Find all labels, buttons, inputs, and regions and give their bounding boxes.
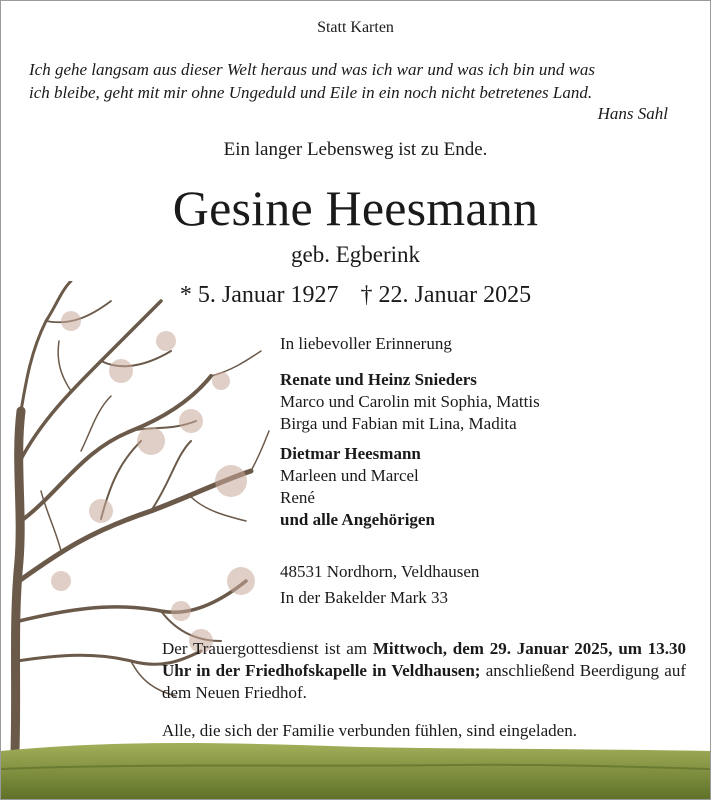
family-head: Dietmar Heesmann [280, 444, 421, 463]
service-intro: Der Trauergottesdienst ist am [162, 639, 373, 658]
family-list [280, 333, 680, 609]
service-when-where: Mittwoch, dem 29. Januar 2025, um 13.30 Uhr in der Friedhofskapelle in Veldhausen; [162, 639, 686, 680]
deceased-name: Gesine Heesmann [172, 180, 539, 236]
poem-author: Hans Sahl [597, 104, 668, 123]
family-member: Marleen und Marcel [280, 466, 419, 485]
address-line: In der Bakelder Mark 33 [280, 588, 449, 607]
service-after: anschließend Beerdigung auf dem Neuen Friedhof. [162, 661, 687, 702]
service-info [162, 638, 686, 704]
family-member: Marco und Carolin mit Sophia, Mattis [280, 392, 540, 411]
poem [29, 58, 689, 104]
intro-text: Ein langer Lebensweg ist zu Ende. [223, 139, 488, 160]
family-head: Renate und Heinz Snieders [280, 370, 477, 389]
all-relatives: und alle Angehörigen [280, 510, 435, 529]
birth-date: * 5. Januar 1927 [179, 282, 339, 308]
death-date: † 22. Januar 2025 [360, 282, 532, 308]
family-member: René [280, 488, 315, 507]
header-label: Statt Karten [317, 19, 394, 36]
life-dates [1, 282, 710, 309]
poem-line: ich bleibe, geht mit mir ohne Ungeduld und Eile in ein noch nicht betretenes Land. [29, 83, 593, 102]
invitation: Alle, die sich der Familie verbunden fühlen, sind eingeladen. [162, 721, 577, 740]
address-line: 48531 Nordhorn, Veldhausen [280, 562, 480, 581]
poem-line: Ich gehe langsam aus dieser Welt heraus und was ich war und was ich bin und was [29, 60, 596, 79]
memory-line: In liebevoller Erinnerung [280, 334, 452, 353]
maiden-name: geb. Egberink [290, 242, 420, 267]
family-member: Birga und Fabian mit Lina, Madita [280, 414, 517, 433]
